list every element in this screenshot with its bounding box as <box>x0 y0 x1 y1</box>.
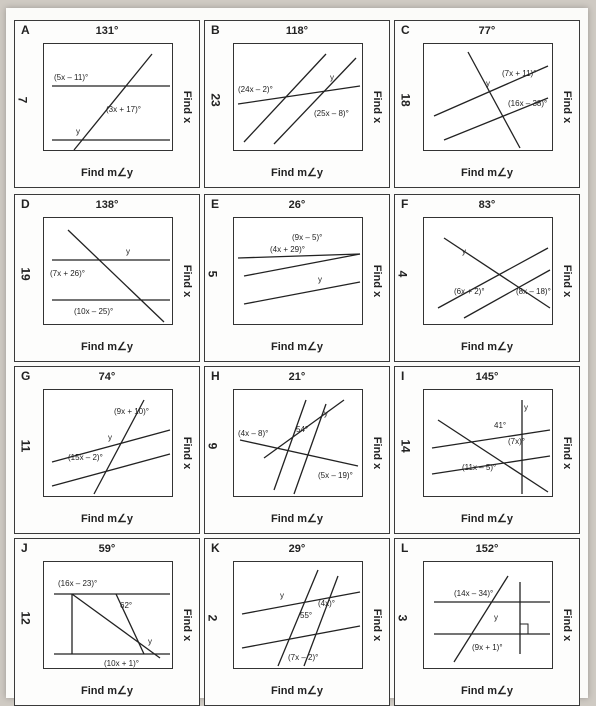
angle-label: y <box>108 433 112 442</box>
parallel-line-top <box>438 248 548 308</box>
side-answer: 11 <box>18 439 33 453</box>
parallel-line-top <box>432 430 550 448</box>
problem-k <box>204 538 390 706</box>
parallel-lines-diagram <box>234 44 364 152</box>
find-angle-label: Find m∠y <box>460 341 514 353</box>
angle-label: (25x – 8)° <box>314 109 349 118</box>
parallel-lines-diagram <box>234 390 364 498</box>
answer-value: 77° <box>478 25 496 37</box>
angle-label: (10x – 25)° <box>74 307 114 316</box>
angle-label: y <box>524 403 528 412</box>
angle-label: y <box>494 613 498 622</box>
side-answer: 19 <box>18 267 33 281</box>
find-x-label: Find x <box>560 264 573 298</box>
diagram-frame <box>233 43 363 151</box>
angle-label: y <box>126 247 130 256</box>
problem-h <box>204 366 390 534</box>
angle-label: (6x + 2)° <box>454 287 485 296</box>
find-angle-label: Find m∠y <box>80 513 134 525</box>
problem-b <box>204 20 390 188</box>
angle-label: (7x)° <box>508 437 525 446</box>
parallel-lines-diagram <box>424 218 554 326</box>
diagram-frame <box>423 561 553 669</box>
angle-label: (8x – 18)° <box>516 287 551 296</box>
side-answer: 23 <box>208 93 223 107</box>
angle-label: 54° <box>296 425 309 434</box>
problem-letter: L <box>401 541 409 555</box>
diagram-frame <box>423 217 553 325</box>
diagram-frame <box>423 43 553 151</box>
find-x-label: Find x <box>180 436 193 470</box>
angle-label: (7x + 26)° <box>50 269 85 278</box>
problem-letter: J <box>21 541 28 555</box>
find-x-label: Find x <box>180 90 193 124</box>
side-answer: 2 <box>205 614 220 622</box>
angle-label: (24x – 2)° <box>238 85 273 94</box>
problem-d <box>14 194 200 362</box>
angle-label: y <box>148 637 152 646</box>
find-x-label: Find x <box>180 264 193 298</box>
transversal <box>444 238 550 308</box>
diagram-frame <box>43 561 173 669</box>
find-x-label: Find x <box>180 608 193 642</box>
parallel-lines-diagram <box>234 218 364 326</box>
problem-letter: E <box>211 197 220 211</box>
find-angle-label: Find m∠y <box>270 167 324 179</box>
angle-label: (9x + 10)° <box>114 407 149 416</box>
parallel-line-bottom <box>244 282 360 304</box>
parallel-lines-diagram <box>234 562 364 670</box>
angle-label: y <box>324 409 328 418</box>
angle-label: (10x + 1)° <box>104 659 139 668</box>
answer-value: 83° <box>478 199 496 211</box>
right-angle-mark <box>520 624 528 634</box>
angle-label: 62° <box>120 601 133 610</box>
parallel-lines-diagram <box>424 44 554 152</box>
angle-label: 41° <box>494 421 507 430</box>
find-angle-label: Find m∠y <box>270 685 324 697</box>
problem-a <box>14 20 200 188</box>
angle-label: (9x + 1)° <box>472 643 503 652</box>
side-answer: 9 <box>205 442 220 450</box>
problem-f <box>394 194 580 362</box>
side-answer: 4 <box>395 270 410 278</box>
side-answer: 12 <box>18 611 33 625</box>
angle-label: y <box>330 73 334 82</box>
transversal <box>438 420 548 492</box>
diagram-frame <box>233 217 363 325</box>
problem-l <box>394 538 580 706</box>
problem-letter: K <box>211 541 220 555</box>
answer-value: 21° <box>288 371 306 383</box>
answer-value: 74° <box>98 371 116 383</box>
find-angle-label: Find m∠y <box>80 685 134 697</box>
parallel-line-right <box>274 58 356 144</box>
problem-i <box>394 366 580 534</box>
answer-value: 138° <box>95 199 119 211</box>
triangle-diagram <box>44 562 174 670</box>
angle-label: (15x – 2)° <box>68 453 103 462</box>
diagram-frame <box>43 43 173 151</box>
parallel-line-right <box>294 404 326 494</box>
find-angle-label: Find m∠y <box>80 341 134 353</box>
find-x-label: Find x <box>370 264 383 298</box>
problem-letter: B <box>211 23 220 37</box>
answer-value: 118° <box>285 25 309 37</box>
parallel-line-bottom <box>242 626 360 648</box>
problem-letter: D <box>21 197 30 211</box>
angle-label: (4x – 8)° <box>238 429 269 438</box>
angle-label: (11x – 5)° <box>462 463 497 472</box>
problem-j <box>14 538 200 706</box>
find-angle-label: Find m∠y <box>270 513 324 525</box>
worksheet <box>6 8 588 698</box>
side-answer: 3 <box>395 614 410 622</box>
angle-label: (5x – 11)° <box>54 73 89 82</box>
find-angle-label: Find m∠y <box>460 167 514 179</box>
problem-letter: H <box>211 369 220 383</box>
parallel-lines-diagram <box>424 562 554 670</box>
find-angle-label: Find m∠y <box>270 341 324 353</box>
diagram-frame <box>423 389 553 497</box>
angle-label: (4x)° <box>318 599 335 608</box>
answer-value: 59° <box>98 543 116 555</box>
diagram-frame <box>233 389 363 497</box>
angle-label: y <box>462 247 466 256</box>
side-answer: 7 <box>15 96 30 104</box>
parallel-lines-diagram <box>44 218 174 326</box>
angle-label: (7x – 2)° <box>288 653 319 662</box>
parallel-line-left <box>244 54 326 142</box>
problem-letter: I <box>401 369 405 383</box>
parallel-line-left <box>274 400 309 490</box>
parallel-lines-diagram <box>44 44 174 152</box>
find-x-label: Find x <box>560 436 573 470</box>
problem-c <box>394 20 580 188</box>
side-answer: 5 <box>205 270 220 278</box>
diagram-frame <box>43 217 173 325</box>
find-x-label: Find x <box>560 90 573 124</box>
angle-label: y <box>486 79 490 88</box>
diagram-frame <box>233 561 363 669</box>
angle-label: (16x – 38)° <box>508 99 548 108</box>
problem-letter: A <box>21 23 30 37</box>
find-x-label: Find x <box>370 90 383 124</box>
triangle-side <box>72 594 160 658</box>
problem-letter: C <box>401 23 410 37</box>
find-angle-label: Find m∠y <box>460 513 514 525</box>
answer-value: 131° <box>95 25 119 37</box>
answer-value: 29° <box>288 543 306 555</box>
parallel-lines-diagram <box>44 390 174 498</box>
side-answer: 14 <box>398 439 413 453</box>
angle-label: (16x – 23)° <box>58 579 98 588</box>
side-answer: 18 <box>398 93 413 107</box>
find-x-label: Find x <box>560 608 573 642</box>
find-x-label: Find x <box>370 608 383 642</box>
find-angle-label: Find m∠y <box>460 685 514 697</box>
angle-label: (9x – 5)° <box>292 233 323 242</box>
angle-label: 55° <box>300 611 313 620</box>
answer-value: 145° <box>475 371 499 383</box>
diagram-frame <box>43 389 173 497</box>
find-angle-label: Find m∠y <box>80 167 134 179</box>
angle-label: (5x – 19)° <box>318 471 353 480</box>
angle-label: y <box>280 591 284 600</box>
parallel-lines-diagram <box>424 390 554 498</box>
find-x-label: Find x <box>370 436 383 470</box>
transversal-a <box>240 440 358 466</box>
angle-label: y <box>76 127 80 136</box>
problem-letter: G <box>21 369 31 383</box>
problem-letter: F <box>401 197 409 211</box>
angle-label: y <box>318 275 322 284</box>
answer-value: 26° <box>288 199 306 211</box>
problem-e <box>204 194 390 362</box>
angle-label: (14x – 34)° <box>454 589 494 598</box>
angle-label: (7x + 11)° <box>502 69 537 78</box>
answer-value: 152° <box>475 543 499 555</box>
transversal <box>74 54 152 150</box>
problem-g <box>14 366 200 534</box>
angle-label: (3x + 17)° <box>106 105 141 114</box>
angle-label: (4x + 29)° <box>270 245 305 254</box>
